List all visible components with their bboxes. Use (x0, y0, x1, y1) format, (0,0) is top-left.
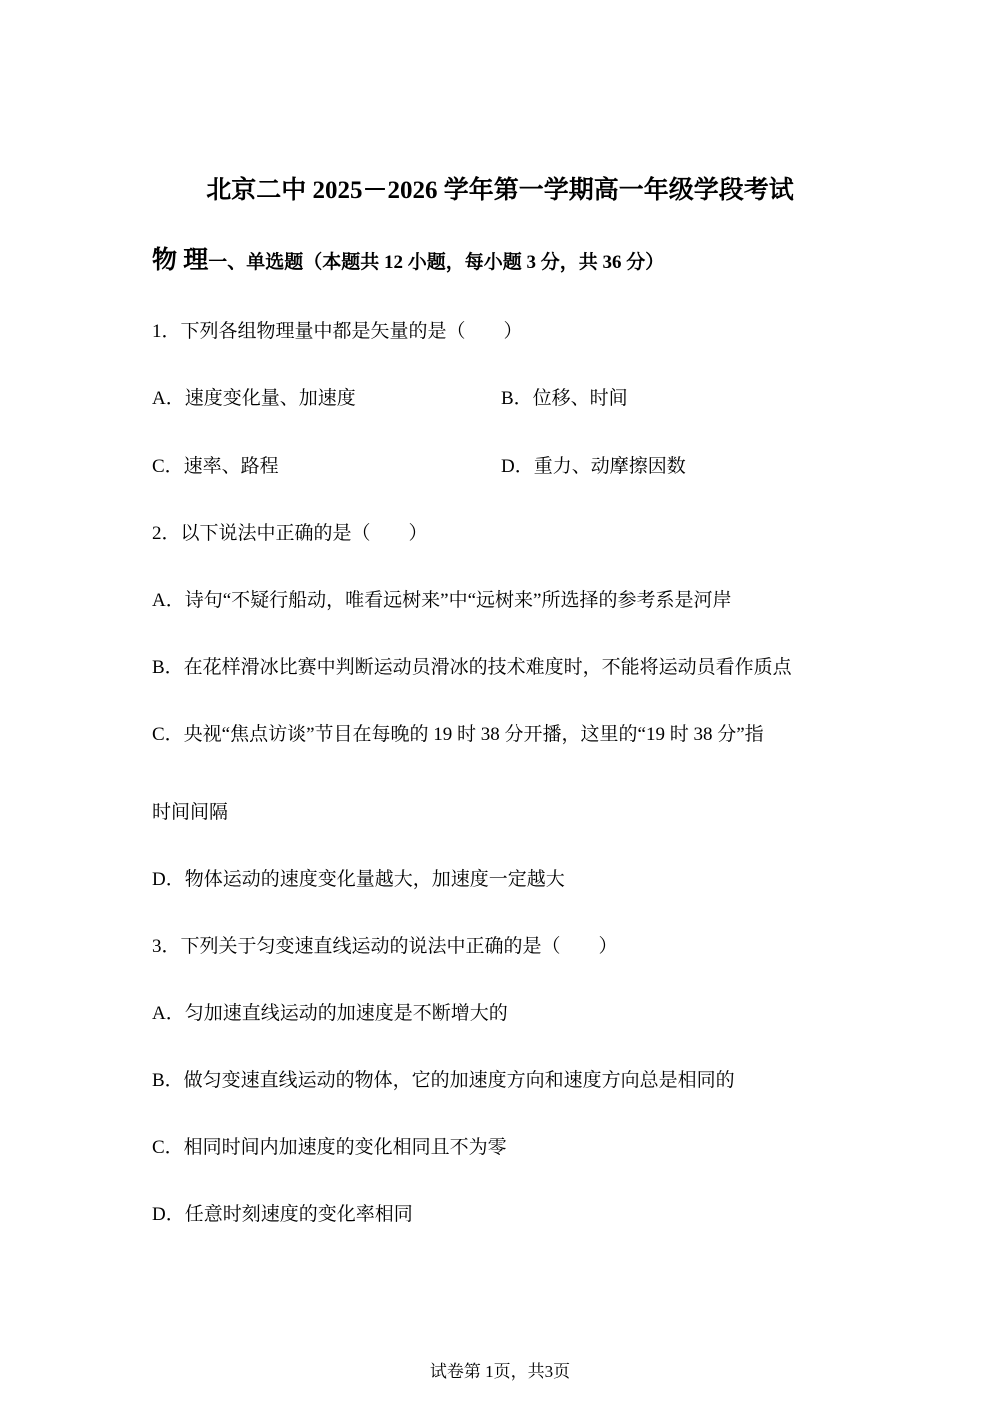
question-3-option-d: D．任意时刻速度的变化率相同 (152, 1204, 413, 1225)
question-2-option-c-continued: 时间间隔 (152, 802, 229, 823)
exam-title: 北京二中 2025－2026 学年第一学期高一年级学段考试 (206, 177, 794, 204)
question-1-option-d: D．重力、动摩擦因数 (501, 456, 686, 477)
question-2-stem: 2．以下说法中正确的是（ ） (152, 523, 428, 544)
question-2-option-c: C．央视“焦点访谈”节目在每晚的 19 时 38 分开播，这里的“19 时 38 分”指 (152, 724, 764, 745)
page-footer: 试卷第 1页，共3页 (429, 1362, 571, 1381)
question-2-option-a: A．诗句“不疑行船动，唯看远树来”中“远树来”所选择的参考系是河岸 (152, 590, 732, 611)
question-1-option-b: B．位移、时间 (501, 388, 628, 409)
subject-section-line (152, 240, 664, 276)
question-3-option-a: A．匀加速直线运动的加速度是不断增大的 (152, 1003, 508, 1024)
question-1-stem: 1．下列各组物理量中都是矢量的是（ ） (152, 321, 523, 342)
section-heading: 一、单选题（本题共 12 小题，每小题 3 分，共 36 分） (208, 252, 665, 273)
question-3-option-b: B．做匀变速直线运动的物体，它的加速度方向和速度方向总是相同的 (152, 1070, 735, 1091)
subject-label: 物 理 (152, 247, 209, 274)
question-3-option-c: C．相同时间内加速度的变化相同且不为零 (152, 1137, 507, 1158)
question-3-stem: 3．下列关于匀变速直线运动的说法中正确的是（ ） (152, 936, 618, 957)
question-2-option-b: B．在花样滑冰比赛中判断运动员滑冰的技术难度时，不能将运动员看作质点 (152, 657, 792, 678)
question-2-option-d: D．物体运动的速度变化量越大，加速度一定越大 (152, 869, 565, 890)
question-1-option-c: C．速率、路程 (152, 456, 279, 477)
question-1-option-a: A．速度变化量、加速度 (152, 388, 356, 409)
